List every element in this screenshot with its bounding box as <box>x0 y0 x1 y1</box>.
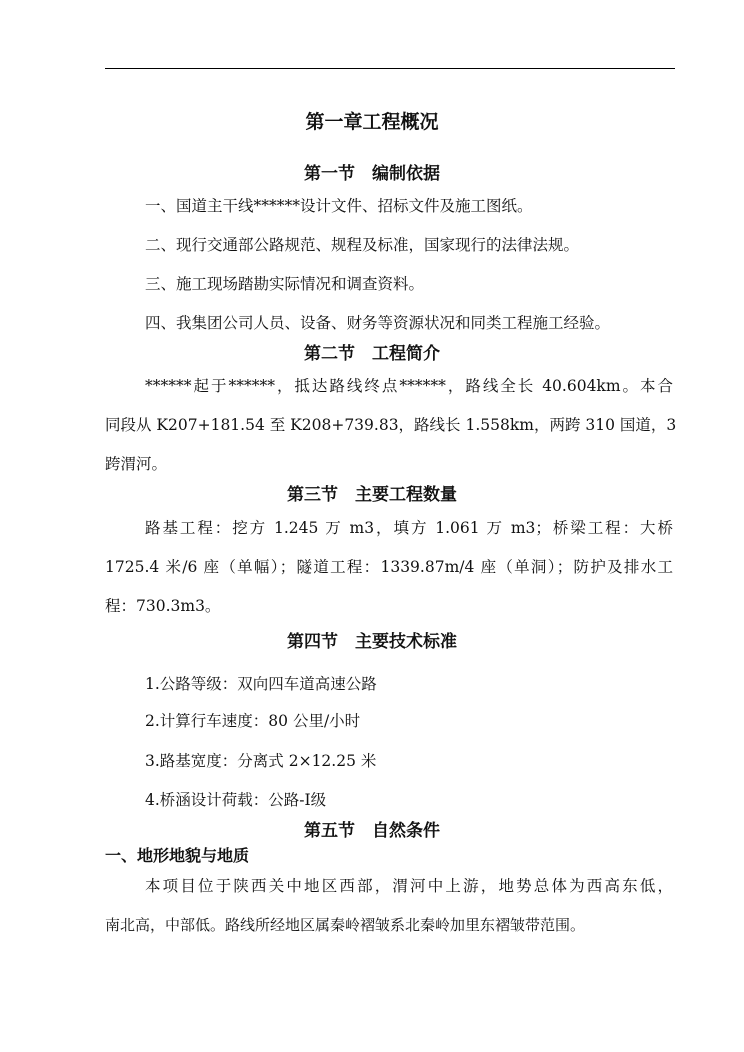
paragraph-line: 南北高，中部低。路线所经地区属秦岭褶皱系北秦岭加里东褶皱带范围。 <box>105 916 586 934</box>
list-item: 三、施工现场踏勘实际情况和调查资料。 <box>145 275 425 293</box>
section-heading-4: 第四节 主要技术标准 <box>287 632 457 652</box>
list-item: 二、现行交通部公路规范、规程及标准，国家现行的法律法规。 <box>145 236 580 254</box>
paragraph-line: 程：730.3m3。 <box>105 597 221 615</box>
list-item: 3.路基宽度：分离式 2×12.25 米 <box>145 752 377 770</box>
paragraph-line: 路基工程：挖方 1.245 万 m3，填方 1.061 万 m3；桥梁工程：大桥 <box>145 519 673 537</box>
section-heading-1: 第一节 编制依据 <box>304 164 440 184</box>
list-item: 一、国道主干线******设计文件、招标文件及施工图纸。 <box>145 197 533 215</box>
paragraph-line: ******起于******，抵达路线终点******，路线全长 40.604km。本合 <box>145 377 673 395</box>
list-item: 四、我集团公司人员、设备、财务等资源状况和同类工程施工经验。 <box>145 314 611 332</box>
list-item: 1.公路等级：双向四车道高速公路 <box>145 675 377 693</box>
section-heading-2: 第二节 工程简介 <box>304 344 440 364</box>
subsection-heading: 一、地形地貌与地质 <box>105 846 250 865</box>
list-item: 2.计算行车速度：80 公里/小时 <box>145 712 361 730</box>
paragraph-line: 1725.4 米/6 座（单幅）；隧道工程：1339.87m/4 座（单洞）；防护及排水工 <box>105 558 673 576</box>
section-heading-3: 第三节 主要工程数量 <box>287 485 457 505</box>
paragraph-line: 同段从 K207+181.54 至 K208+739.83，路线长 1.558km，两跨 310 国道，3 <box>105 416 677 434</box>
section-heading-5: 第五节 自然条件 <box>304 821 440 841</box>
header-rule <box>105 68 675 69</box>
paragraph-line: 跨渭河。 <box>105 455 168 473</box>
chapter-title: 第一章工程概况 <box>305 111 439 133</box>
list-item: 4.桥涵设计荷载：公路-Ⅰ级 <box>145 791 327 809</box>
paragraph-line: 本项目位于陕西关中地区西部，渭河中上游，地势总体为西高东低， <box>145 877 673 895</box>
